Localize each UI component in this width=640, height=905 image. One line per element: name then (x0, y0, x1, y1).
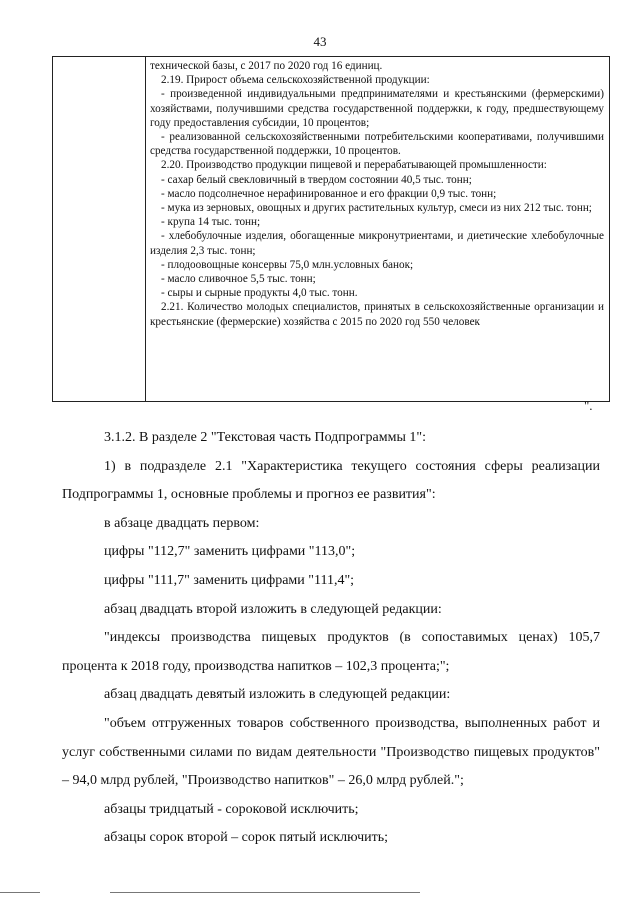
table-line: - сахар белый свекловичный в твердом состоянии 40,5 тыс. тонн; (161, 173, 472, 186)
table-line: технической базы, с 2017 по 2020 год 16 единиц. (150, 60, 383, 72)
table-line: - масло сливочное 5,5 тыс. тонн; (161, 273, 316, 286)
table-line: - хлебобулочные изделия, обогащенные микронутриентами, и диетические хлебобулочные изделия 2,3 тыс. тонн; (150, 230, 604, 257)
body-paragraph: цифры "112,7" заменить цифрами "113,0"; (104, 544, 356, 560)
table-line: 2.19. Прирост объема сельскохозяйственной продукции: (161, 74, 430, 87)
body-paragraph: цифры "111,7" заменить цифрами "111,4"; (104, 572, 355, 588)
subsection-paragraph: 1) в подразделе 2.1 "Характеристика текущего состояния сферы реализации Подпрограммы 1, основные проблемы и прогноз ее развития": (62, 458, 600, 503)
table-left-column (53, 57, 146, 401)
table-line: - произведенной индивидуальными предпринимателями и крестьянскими (фермерскими) хозяйствами, получившими средства государственной поддержки, к году, предшествующему году предоставления субсидии, 10 процентов; (150, 88, 604, 129)
table-line: - крупа 14 тыс. тонн; (161, 216, 261, 229)
footer-line (110, 892, 420, 893)
table-right-column (146, 57, 609, 401)
table-line: - плодоовощные консервы 75,0 млн.условных банок; (161, 258, 414, 271)
body-paragraph: абзац двадцать второй изложить в следующей редакции: (104, 601, 442, 617)
body-paragraph: абзацы тридцатый - сороковой исключить; (104, 801, 359, 817)
closing-quote: ". (584, 398, 593, 413)
footer-line (0, 892, 40, 893)
body-paragraph: абзацы сорок второй – сорок пятый исключить; (104, 830, 388, 846)
page-number: 43 (313, 34, 327, 49)
table-line: - масло подсолнечное нерафинированное и его фракции 0,9 тыс. тонн; (161, 187, 497, 200)
indicator-table (52, 56, 610, 402)
body-paragraph: "объем отгруженных товаров собственного производства, выполненных работ и услуг собственными силами по видам деятельности "Производство пищевых продуктов" – 94,0 млрд рублей, "Производство напитков" – 26,0 млрд рублей."; (62, 715, 600, 789)
body-paragraph: "индексы производства пищевых продуктов (в сопоставимых ценах) 105,7 процента к 2018 году, производства напитков – 102,3 процента;"; (62, 630, 600, 674)
document-body (62, 424, 600, 853)
table-line: - реализованной сельскохозяйственными потребительскими кооперативами, получившими средства государственной поддержки, 10 процентов. (150, 131, 604, 158)
table-line: 2.20. Производство продукции пищевой и перерабатывающей промышленности: (161, 159, 547, 172)
body-paragraph: абзац двадцать девятый изложить в следующей редакции: (104, 687, 451, 703)
section-heading: 3.1.2. В разделе 2 "Текстовая часть Подпрограммы 1": (104, 430, 426, 445)
table-line: 2.21. Количество молодых специалистов, принятых в сельскохозяйственные организации и крестьянские (фермерские) хозяйства с 2015 по 2020 год 550 человек (150, 301, 604, 328)
table-line: - мука из зерновых, овощных и других растительных культур, смеси из них 212 тыс. тонн; (161, 202, 592, 215)
body-paragraph: в абзаце двадцать первом: (104, 515, 260, 531)
table-line: - сыры и сырные продукты 4,0 тыс. тонн. (161, 287, 358, 300)
